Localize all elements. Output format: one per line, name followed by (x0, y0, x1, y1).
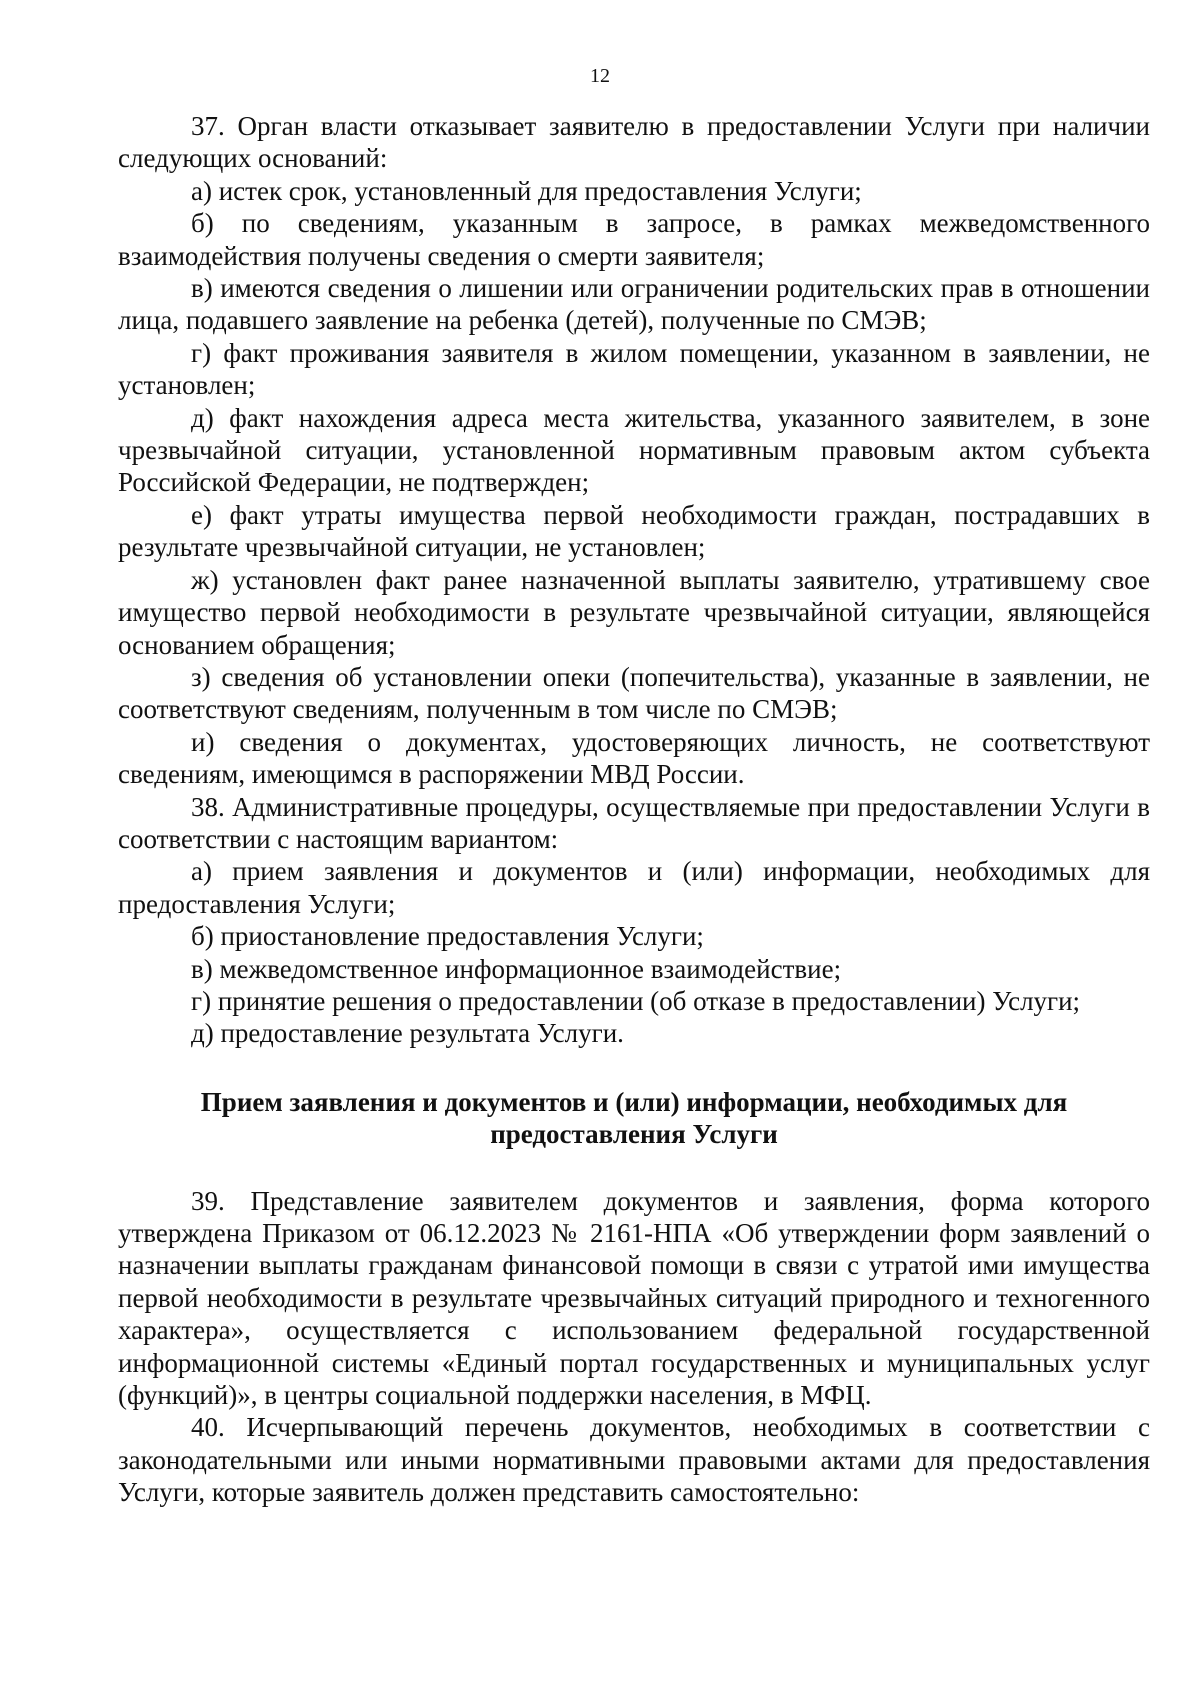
list-item-b: б) по сведениям, указанным в запросе, в рамках межведомственного взаимодействия получены сведения о смерти заявителя; (118, 208, 1150, 271)
paragraph-37: 37. Орган власти отказывает заявителю в предоставлении Услуги при наличии следующих оснований: (118, 111, 1150, 174)
page-number: 12 (590, 65, 610, 87)
section-heading (118, 1086, 1150, 1151)
list-item-e: е) факт утраты имущества первой необходимости граждан, пострадавших в результате чрезвычайной ситуации, не установлен; (118, 499, 1150, 563)
list-item-v: в) имеются сведения о лишении или ограничении родительских прав в отношении лица, подавшего заявление на ребенка (детей), полученные по СМЭВ; (118, 273, 1150, 336)
list-item-a: а) истек срок, установленный для предоставления Услуги; (191, 175, 862, 206)
list-item-i: и) сведения о документах, удостоверяющих личность, не соответствуют сведениям, имеющимся в распоряжении МВД России. (118, 726, 1150, 790)
procedure-item-a: а) прием заявления и документов и (или) информации, необходимых для предоставления Услуги; (118, 856, 1150, 919)
procedure-item-b: б) приостановление предоставления Услуги; (191, 921, 704, 952)
paragraph-38: 38. Административные процедуры, осуществляемые при предоставлении Услуги в соответствии с настоящим вариантом: (118, 791, 1150, 854)
paragraph-40: 40. Исчерпывающий перечень документов, необходимых в соответствии с законодательными или иными нормативными правовыми актами для предоставления Услуги, которые заявитель должен представить самостоятельно: (118, 1412, 1150, 1508)
list-item-zh: ж) установлен факт ранее назначенной выплаты заявителю, утратившему свое имущество первой необходимости в результате чрезвычайной ситуации, являющейся основанием обращения; (118, 564, 1150, 660)
list-item-z: з) сведения об установлении опеки (попечительства), указанные в заявлении, не соответствуют сведениям, полученным в том числе по СМЭВ; (118, 661, 1150, 725)
document-body (118, 110, 1150, 1509)
list-item-d: д) факт нахождения адреса места жительства, указанного заявителем, в зоне чрезвычайной ситуации, установленной нормативным правовым актом субъекта Российской Федерации, не подтвержден; (118, 402, 1150, 498)
list-item-g: г) факт проживания заявителя в жилом помещении, указанном в заявлении, не установлен; (118, 337, 1150, 401)
procedure-item-g: г) принятие решения о предоставлении (об отказе в предоставлении) Услуги; (191, 985, 1081, 1016)
section-heading-line-2: предоставления Услуги (490, 1119, 778, 1150)
paragraph-39: 39. Представление заявителем документов и заявления, форма которого утверждена Приказом от 06.12.2023 № 2161-НПА «Об утверждении форм заявлений о назначении выплаты гражданам финансовой помощи в связи с утратой ими имущества первой необходимости в результате чрезвычайных ситуаций природного и техногенного характера», осуществляется с использованием федеральной государственной информационной системы «Единый портал государственных и муниципальных услуг (функций)», в центры социальной поддержки населения, в МФЦ. (118, 1185, 1150, 1411)
procedure-item-d: д) предоставление результата Услуги. (191, 1018, 624, 1049)
section-heading-line-1: Прием заявления и документов и (или) информации, необходимых для (200, 1086, 1068, 1117)
procedure-item-v: в) межведомственное информационное взаимодействие; (191, 953, 842, 984)
